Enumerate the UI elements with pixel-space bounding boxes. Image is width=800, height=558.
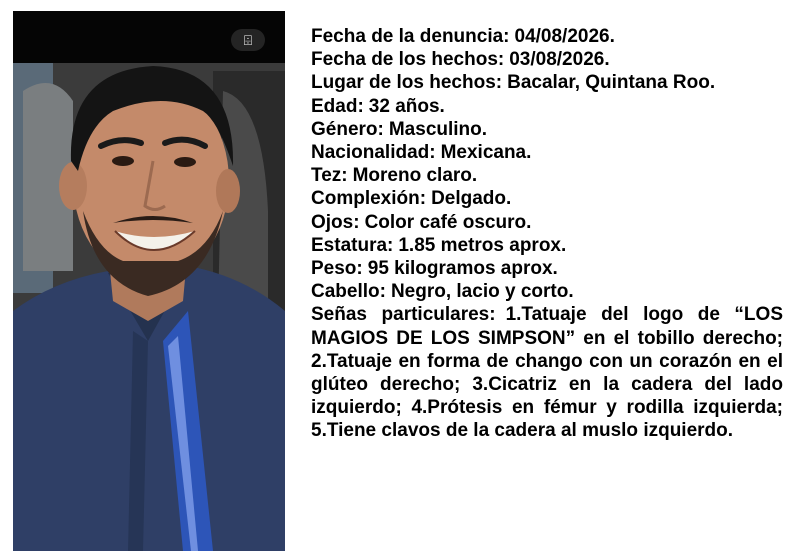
field-value: Mexicana. [440,142,532,164]
field-label: Género: [311,118,384,140]
person-photo-illustration [13,11,285,551]
field-value: 03/08/2026. [509,49,610,71]
field-value: 1.Tatuaje del logo de “LOS MAGIOS DE LOS SIMPSON” en el tobillo derecho; 2.Tatuaje en forma de chango con un corazón en el glúteo derecho; 3.Cicatriz en la cadera del lado izquierdo; 4.Prótesis en fémur y rodilla izquierda; 5.Tiene clavos de la cadera al muslo izquierdo. [311,304,783,442]
field-label: Fecha de la denuncia: [311,26,510,47]
field-value: Bacalar, Quintana Roo. [507,72,716,94]
field-value: 95 kilogramos aprox. [367,258,558,280]
field-value: 1.85 metros aprox. [398,234,567,256]
field-fecha-hechos [311,48,783,71]
field-ojos [311,211,783,234]
field-label: Fecha de los hechos: [311,49,505,71]
field-peso [311,257,783,280]
field-label: Señas particulares: [311,304,496,326]
field-label: Estatura: [311,234,394,256]
field-nacionalidad [311,141,783,164]
field-label: Tez: [311,165,348,187]
field-estatura [311,234,783,257]
field-label: Complexión: [311,188,427,210]
field-value: Delgado. [431,188,512,210]
missing-person-details [311,25,783,443]
field-value: 04/08/2026. [514,26,615,47]
field-label: Peso: [311,258,363,280]
field-value: Moreno claro. [352,165,478,187]
field-lugar-hechos [311,71,783,94]
field-value: Color café oscuro. [364,211,532,233]
field-fecha-denuncia [311,25,783,48]
field-cabello [311,280,783,303]
field-value: Masculino. [388,118,488,140]
field-edad [311,95,783,118]
field-genero [311,118,783,141]
field-value: Negro, lacio y corto. [390,281,574,303]
field-label: Ojos: [311,211,360,233]
crop-icon[interactable]: ⌹ [231,29,265,51]
field-tez [311,164,783,187]
field-label: Edad: [311,95,364,117]
field-label: Nacionalidad: [311,142,436,164]
field-label: Lugar de los hechos: [311,72,503,94]
person-photo [13,11,285,551]
field-complexion [311,187,783,210]
field-senas-particulares [311,303,783,442]
field-label: Cabello: [311,281,386,303]
field-value: 32 años. [368,95,445,117]
